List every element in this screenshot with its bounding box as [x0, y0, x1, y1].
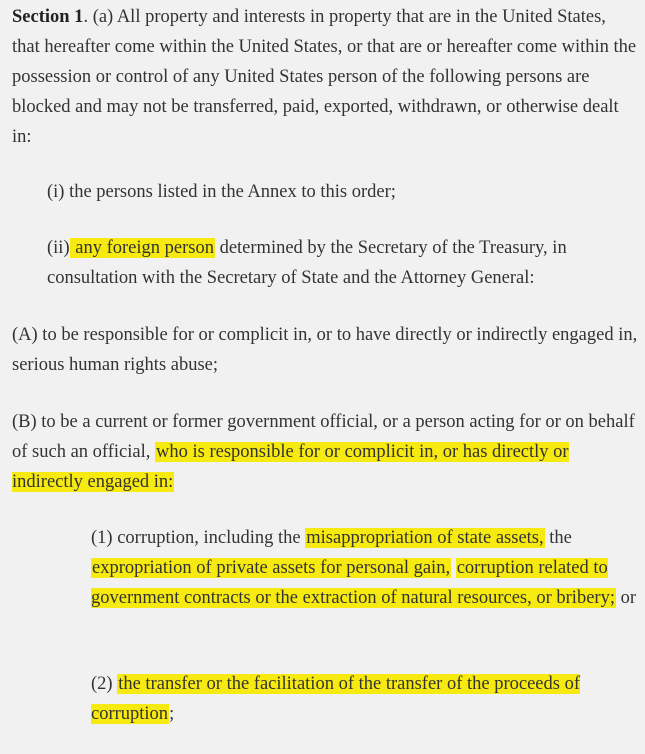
item-2-paragraph	[91, 669, 631, 729]
item-1-lead: (1) corruption, including the	[91, 528, 306, 548]
section-heading: Section 1	[12, 7, 84, 27]
item-1-highlight-expropriation: expropriation of private assets for personal gain,	[92, 558, 451, 578]
item-i-text: (i) the persons listed in the Annex to this order;	[47, 182, 396, 202]
item-i-paragraph	[47, 177, 645, 207]
item-B-highlight: who is responsible for or complicit in, or has directly or indirectly engaged in:	[12, 442, 569, 492]
item-ii-highlight: any foreign person	[70, 238, 214, 258]
section-text: . (a) All property and interests in property that are in the United States, that hereafter come within the United States, or that are or hereafter come within the possession or control of any United States person of the following persons are blocked and may not be transferred, paid, exported, withdrawn, or otherwise dealt in:	[12, 7, 637, 147]
item-2-tail: ;	[169, 704, 175, 724]
item-1-highlight-contracts: corruption related to government contracts or the extraction of natural resources, or bribery;	[91, 558, 615, 608]
item-2-lead: (2)	[91, 674, 118, 694]
item-ii-lead: (ii)	[47, 238, 70, 258]
item-B-lead: (B) to be a current or former government official, or a person acting for or on behalf of such an official,	[12, 412, 635, 462]
item-ii-paragraph	[47, 233, 645, 293]
item-B-paragraph	[12, 407, 644, 497]
item-A-paragraph	[12, 320, 638, 380]
section-1-paragraph	[12, 2, 638, 152]
item-1-mid-2	[451, 558, 456, 578]
item-1-mid-1: the	[544, 528, 572, 548]
item-1-paragraph	[91, 523, 645, 613]
item-ii-rest: determined by the Secretary of the Treasury, in consultation with the Secretary of State and the Attorney General:	[47, 238, 567, 288]
item-1-tail: or	[615, 588, 637, 608]
item-A-text: (A) to be responsible for or complicit in, or to have directly or indirectly engaged in, serious human rights abuse;	[12, 325, 638, 375]
item-2-highlight: the transfer or the facilitation of the transfer of the proceeds of corruption	[91, 674, 580, 724]
item-1-highlight-misappropriation: misappropriation of state assets,	[306, 528, 544, 548]
